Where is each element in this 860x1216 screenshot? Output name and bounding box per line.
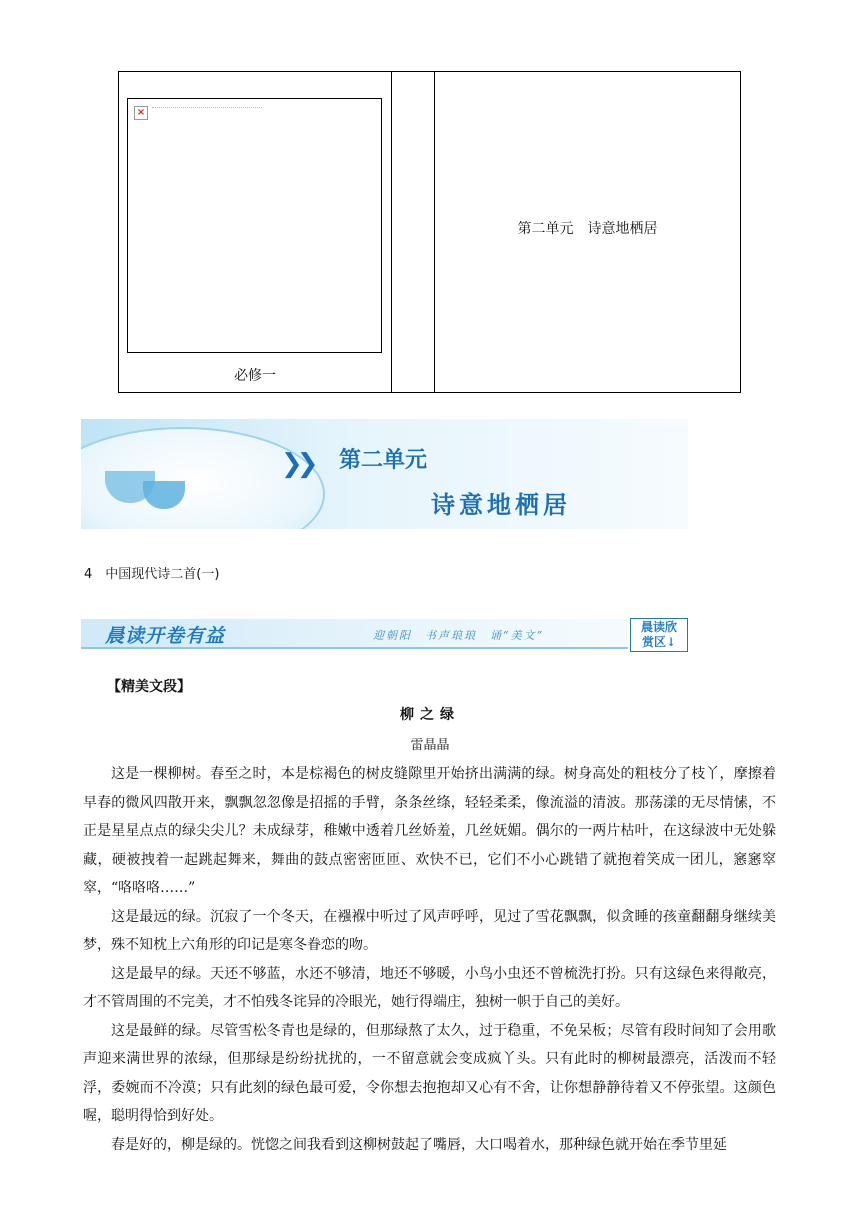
broken-image-icon: × (134, 106, 148, 120)
morning-reading-strip (81, 619, 628, 649)
cover-right-caption: 第二单元 诗意地栖居 (517, 221, 658, 237)
cover-left-caption: 必修一 (234, 368, 276, 384)
paragraph: 这是最远的绿。沉寂了一个冬天，在襁褓中听过了风声呼呼，见过了雪花飘飘，似贪睡的孩童翻翻身继续美梦，殊不知枕上六角形的印记是寒冬眷恋的吻。 (83, 908, 776, 953)
article-body (83, 760, 776, 1159)
unit-banner (81, 419, 688, 529)
cover-middle-cell (391, 72, 435, 392)
section-label: 【精美文段】 (107, 679, 191, 695)
paragraph: 春是好的，柳是绿的。恍惚之间我看到这柳树鼓起了嘴唇，大口喝着水，那种绿色就开始在季节里延 (111, 1136, 727, 1153)
reading-area-badge (630, 618, 688, 652)
badge-line-1: 晨读欣 (640, 620, 677, 634)
paragraph: 这是最鲜的绿。尽管雪松冬青也是绿的，但那绿熬了太久，过于稳重，不免呆板；尽管有段时间知了会用歌声迎来满世界的浓绿，但那绿是纷纷扰扰的，一不留意就会变成疯丫头。只有此时的柳树最漂亮，活泼而不轻浮，委婉而不冷漠；只有此刻的绿色最可爱，令你想去抱抱却又心有不舍，让你想静静待着又不停张望。这颜色喔，聪明得恰到好处。 (83, 1022, 776, 1124)
paragraph: 这是最早的绿。天还不够蓝，水还不够清，地还不够暖，小鸟小虫还不曾梳洗打扮。只有这绿色来得敞亮，才不管周围的不完美，才不怕残冬诧异的冷眼光，她行得端庄，独树一帜于自己的美好。 (83, 965, 776, 1010)
paragraph: 这是一棵柳树。春至之时，本是棕褐色的树皮缝隙里开始挤出满满的绿。树身高处的粗枝分了枝丫，摩擦着早春的微风四散开来，飘飘忽忽像是招摇的手臂，条条丝绦，轻轻柔柔，像流溢的清波。那荡漾的无尽情愫，不正是星星点点的绿尖尖儿？未成绿芽，稚嫩中透着几丝娇羞，几丝妩媚。偶尔的一两片枯叶，在这绿波中无处躲藏，硬被拽着一起跳起舞来，舞曲的鼓点密密匝匝、欢快不已，它们不小心跳错了就抱着笑成一团儿，窸窸窣窣，“咯咯咯……” (83, 766, 776, 896)
lesson-title: 4 中国现代诗二首(一) (84, 567, 220, 582)
badge-line-2: 赏区↓ (641, 635, 677, 649)
image-alt-text (152, 107, 262, 110)
strip-subtitle: 迎朝阳 书声琅琅 诵“美文” (373, 629, 545, 642)
banner-subtitle: 诗意地栖居 (431, 490, 571, 519)
cover-image-placeholder (127, 98, 382, 353)
banner-decor-text (201, 455, 271, 473)
double-chevron-right-icon: ❯❯ (281, 449, 313, 479)
cover-table (118, 71, 741, 393)
article-title: 柳之绿 (400, 707, 460, 723)
strip-title: 晨读开卷有益 (105, 625, 226, 647)
banner-unit-title: 第二单元 (339, 447, 428, 473)
cover-left-cell (119, 72, 392, 392)
article-author: 雷晶晶 (410, 738, 450, 753)
